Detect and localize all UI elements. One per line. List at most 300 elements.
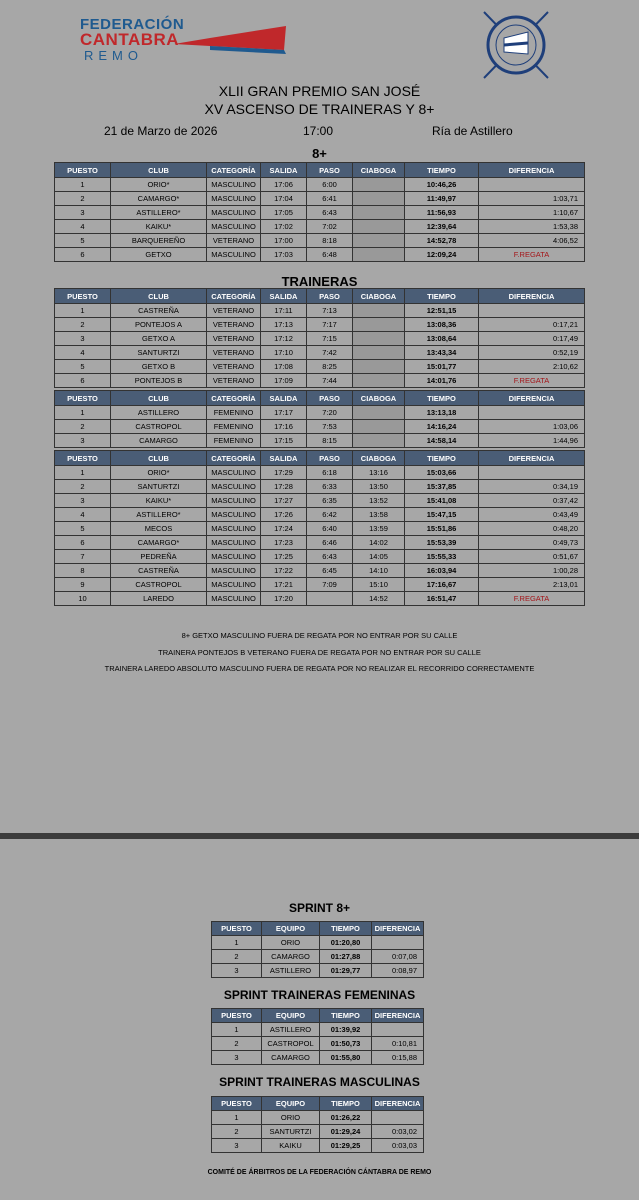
club-crest-icon — [476, 8, 556, 82]
column-header: EQUIPO — [262, 1097, 320, 1111]
table-row — [55, 494, 585, 508]
table-row — [55, 466, 585, 480]
table-cell: 6:46 — [307, 536, 353, 550]
table-cell: 17:29 — [261, 466, 307, 480]
referee-committee-footer: COMITÉ DE ÁRBITROS DE LA FEDERACIÓN CÁNTABRA DE REMO — [207, 1169, 432, 1176]
table-cell: 17:04 — [261, 192, 307, 206]
table-cell: 6 — [55, 374, 111, 388]
table-cell — [353, 304, 405, 318]
table-cell: 10 — [55, 592, 111, 606]
table-cell: 11:56,93 — [405, 206, 479, 220]
table-cell: 2 — [55, 318, 111, 332]
table-cell: MASCULINO — [207, 480, 261, 494]
table-cell: MASCULINO — [207, 192, 261, 206]
table-cell: 17:09 — [261, 374, 307, 388]
table-cell: 2 — [55, 192, 111, 206]
table-cell: MASCULINO — [207, 564, 261, 578]
table-row — [212, 950, 424, 964]
table-cell: 17:13 — [261, 318, 307, 332]
column-header: DIFERENCIA — [372, 1097, 424, 1111]
table-cell: 7:44 — [307, 374, 353, 388]
table-cell: BARQUEREÑO — [111, 234, 207, 248]
table-row — [55, 522, 585, 536]
table-cell: 14:01,76 — [405, 374, 479, 388]
table-cell: 11:49,97 — [405, 192, 479, 206]
table-cell: 17:05 — [261, 206, 307, 220]
column-header: DIFERENCIA — [479, 451, 585, 466]
table-cell: 17:11 — [261, 304, 307, 318]
table-cell: 0:34,19 — [479, 480, 585, 494]
table-cell: GETXO A — [111, 332, 207, 346]
results-table-veteranos — [54, 288, 585, 388]
table-cell: F.REGATA — [479, 592, 585, 606]
column-header: SALIDA — [261, 451, 307, 466]
table-header-row — [212, 922, 424, 936]
table-cell: 14:05 — [353, 550, 405, 564]
table-cell: 17:21 — [261, 578, 307, 592]
table-cell: 17:25 — [261, 550, 307, 564]
table-cell: 15:01,77 — [405, 360, 479, 374]
table-cell — [353, 360, 405, 374]
table-cell: CASTROPOL — [111, 420, 207, 434]
table-cell: ORIO* — [111, 178, 207, 192]
table-cell: 17:15 — [261, 434, 307, 448]
table-cell: 0:17,49 — [479, 332, 585, 346]
table-row — [55, 346, 585, 360]
table-row — [55, 332, 585, 346]
table-cell: 7:13 — [307, 304, 353, 318]
table-cell: 0:10,81 — [372, 1037, 424, 1051]
table-cell: SANTURTZI — [262, 1125, 320, 1139]
table-row — [55, 578, 585, 592]
sprint-table — [211, 921, 424, 978]
table-cell: 13:58 — [353, 508, 405, 522]
table-cell — [353, 192, 405, 206]
table-cell: F.REGATA — [479, 374, 585, 388]
table-cell: 3 — [212, 964, 262, 978]
table-cell: 8:25 — [307, 360, 353, 374]
results-table-femenino — [54, 390, 585, 448]
table-cell: 3 — [55, 332, 111, 346]
table-cell: 6:33 — [307, 480, 353, 494]
column-header: TIEMPO — [320, 1009, 372, 1023]
table-cell: 13:13,18 — [405, 406, 479, 420]
table-cell: 17:23 — [261, 536, 307, 550]
table-cell: MASCULINO — [207, 592, 261, 606]
table-cell: 15:51,86 — [405, 522, 479, 536]
table-cell: 10:46,26 — [405, 178, 479, 192]
table-cell: GETXO B — [111, 360, 207, 374]
table-cell: 4 — [55, 508, 111, 522]
table-row — [212, 1139, 424, 1153]
event-place: Ría de Astillero — [432, 124, 513, 138]
table-cell: 1 — [55, 466, 111, 480]
table-cell: 01:29,25 — [320, 1139, 372, 1153]
table-cell: VETERANO — [207, 360, 261, 374]
table-cell: 6:35 — [307, 494, 353, 508]
table-cell: VETERANO — [207, 332, 261, 346]
table-cell: 13:08,64 — [405, 332, 479, 346]
table-row — [55, 550, 585, 564]
table-cell: 0:17,21 — [479, 318, 585, 332]
table-cell: ASTILLERO* — [111, 206, 207, 220]
table-cell: 1 — [55, 406, 111, 420]
sprint-table — [211, 1096, 424, 1153]
table-cell: 6:18 — [307, 466, 353, 480]
table-cell: 13:43,34 — [405, 346, 479, 360]
table-cell: 13:59 — [353, 522, 405, 536]
table-cell: CASTREÑA — [111, 304, 207, 318]
table-cell: 17:28 — [261, 480, 307, 494]
table-cell: 6:43 — [307, 550, 353, 564]
table-cell: CAMARGO — [262, 1051, 320, 1065]
table-cell: 7:20 — [307, 406, 353, 420]
table-cell: 3 — [55, 206, 111, 220]
table-cell: 17:02 — [261, 220, 307, 234]
column-header: PUESTO — [212, 1097, 262, 1111]
table-cell: ASTILLERO — [262, 1023, 320, 1037]
disqualification-notes — [0, 628, 639, 678]
table-cell: 4 — [55, 346, 111, 360]
table-cell — [353, 332, 405, 346]
table-cell: 7 — [55, 550, 111, 564]
column-header: CATEGORÍA — [207, 391, 261, 406]
table-row — [55, 374, 585, 388]
table-cell: ORIO — [262, 1111, 320, 1125]
table-row — [55, 192, 585, 206]
table-cell: CASTROPOL — [111, 578, 207, 592]
table-cell: 01:20,80 — [320, 936, 372, 950]
table-cell: VETERANO — [207, 374, 261, 388]
table-cell — [479, 304, 585, 318]
table-row — [212, 1111, 424, 1125]
table-cell: 0:49,73 — [479, 536, 585, 550]
table-cell: 2 — [55, 480, 111, 494]
table-cell: 13:16 — [353, 466, 405, 480]
column-header: DIFERENCIA — [372, 1009, 424, 1023]
table-cell: KAIKU — [262, 1139, 320, 1153]
column-header: CATEGORÍA — [207, 451, 261, 466]
table-cell: 13:52 — [353, 494, 405, 508]
note-line: TRAINERA PONTEJOS B VETERANO FUERA DE REGATA POR NO ENTRAR POR SU CALLE — [158, 647, 481, 657]
table-cell: MASCULINO — [207, 508, 261, 522]
table-cell: 4:06,52 — [479, 234, 585, 248]
table-cell: 1 — [212, 1023, 262, 1037]
table-cell: 14:58,14 — [405, 434, 479, 448]
column-header: TIEMPO — [405, 163, 479, 178]
table-row — [55, 248, 585, 262]
table-cell: 14:52 — [353, 592, 405, 606]
table-cell: GETXO — [111, 248, 207, 262]
table-cell: 7:09 — [307, 578, 353, 592]
table-cell: 0:43,49 — [479, 508, 585, 522]
table-cell — [353, 434, 405, 448]
table-cell — [353, 248, 405, 262]
table-cell: MASCULINO — [207, 550, 261, 564]
table-cell: 17:10 — [261, 346, 307, 360]
federation-logo — [78, 16, 298, 64]
table-cell: VETERANO — [207, 234, 261, 248]
table-cell: 0:03,03 — [372, 1139, 424, 1153]
table-cell: 01:26,22 — [320, 1111, 372, 1125]
table-cell — [353, 406, 405, 420]
table-row — [55, 234, 585, 248]
column-header: CLUB — [111, 451, 207, 466]
event-date: 21 de Marzo de 2026 — [104, 124, 218, 138]
table-row — [212, 1037, 424, 1051]
table-row — [55, 304, 585, 318]
table-cell — [353, 318, 405, 332]
oar-icon — [174, 24, 290, 54]
table-cell: PONTEJOS A — [111, 318, 207, 332]
table-cell: 2:10,62 — [479, 360, 585, 374]
column-header: TIEMPO — [320, 1097, 372, 1111]
logo-line-federacion: FEDERACIÓN — [80, 16, 185, 33]
table-cell: 17:20 — [261, 592, 307, 606]
table-cell: 15:53,39 — [405, 536, 479, 550]
column-header: PUESTO — [55, 163, 111, 178]
table-cell: 7:53 — [307, 420, 353, 434]
column-header: SALIDA — [261, 289, 307, 304]
table-cell: ASTILLERO — [111, 406, 207, 420]
table-cell: 1 — [212, 1111, 262, 1125]
table-cell: 6:45 — [307, 564, 353, 578]
table-header-row — [55, 391, 585, 406]
table-cell: 17:26 — [261, 508, 307, 522]
table-header-row — [212, 1009, 424, 1023]
table-cell: 01:29,24 — [320, 1125, 372, 1139]
table-cell: 1:03,06 — [479, 420, 585, 434]
table-row — [55, 360, 585, 374]
table-cell: 5 — [55, 234, 111, 248]
table-row — [55, 592, 585, 606]
column-header: CLUB — [111, 163, 207, 178]
table-cell: 0:07,08 — [372, 950, 424, 964]
table-cell: MASCULINO — [207, 178, 261, 192]
table-cell: 15:47,15 — [405, 508, 479, 522]
table-cell: 7:17 — [307, 318, 353, 332]
note-line: 8+ GETXO MASCULINO FUERA DE REGATA POR NO ENTRAR POR SU CALLE — [181, 631, 458, 640]
table-cell: MASCULINO — [207, 220, 261, 234]
table-cell: 0:15,88 — [372, 1051, 424, 1065]
table-cell: ASTILLERO* — [111, 508, 207, 522]
table-cell: 17:00 — [261, 234, 307, 248]
table-cell: 2 — [212, 950, 262, 964]
table-cell: 0:48,20 — [479, 522, 585, 536]
table-header-row — [212, 1097, 424, 1111]
table-cell: KAIKU* — [111, 220, 207, 234]
table-cell: 17:03 — [261, 248, 307, 262]
table-cell: 6:41 — [307, 192, 353, 206]
table-cell: 16:51,47 — [405, 592, 479, 606]
table-cell: 6:43 — [307, 206, 353, 220]
table-cell: PEDREÑA — [111, 550, 207, 564]
table-row — [55, 220, 585, 234]
column-header: PASO — [307, 163, 353, 178]
column-header: EQUIPO — [262, 922, 320, 936]
table-row — [55, 178, 585, 192]
table-cell: 15:37,85 — [405, 480, 479, 494]
table-cell: 15:03,66 — [405, 466, 479, 480]
table-cell: 17:16 — [261, 420, 307, 434]
table-cell: FEMENINO — [207, 420, 261, 434]
table-cell: 0:52,19 — [479, 346, 585, 360]
table-header-row — [55, 289, 585, 304]
table-cell: 0:03,02 — [372, 1125, 424, 1139]
table-cell: 01:29,77 — [320, 964, 372, 978]
table-cell — [353, 234, 405, 248]
note-line: TRAINERA LAREDO ABSOLUTO MASCULINO FUERA DE REGATA POR NO REALIZAR EL RECORRIDO CORRECTAMENTE — [104, 664, 535, 673]
table-cell: LAREDO — [111, 592, 207, 606]
table-cell: ORIO — [262, 936, 320, 950]
table-cell: MASCULINO — [207, 522, 261, 536]
table-cell — [353, 178, 405, 192]
table-cell: 17:17 — [261, 406, 307, 420]
table-cell: 3 — [212, 1051, 262, 1065]
table-cell: MASCULINO — [207, 578, 261, 592]
table-row — [212, 964, 424, 978]
table-cell — [353, 346, 405, 360]
column-header: DIFERENCIA — [479, 289, 585, 304]
table-cell: 1:44,96 — [479, 434, 585, 448]
table-cell: 7:15 — [307, 332, 353, 346]
table-cell: CASTREÑA — [111, 564, 207, 578]
table-cell: 4 — [55, 220, 111, 234]
table-row — [55, 480, 585, 494]
table-cell: 6:42 — [307, 508, 353, 522]
logo-line-cantabra: CANTABRA — [80, 30, 180, 49]
table-cell: 01:27,88 — [320, 950, 372, 964]
column-header: EQUIPO — [262, 1009, 320, 1023]
table-cell: MASCULINO — [207, 494, 261, 508]
table-cell: 14:02 — [353, 536, 405, 550]
table-row — [212, 936, 424, 950]
table-cell: 1:03,71 — [479, 192, 585, 206]
table-cell: CAMARGO* — [111, 192, 207, 206]
table-cell: MASCULINO — [207, 206, 261, 220]
table-cell: 5 — [55, 522, 111, 536]
table-cell: 2 — [55, 420, 111, 434]
table-cell — [353, 206, 405, 220]
table-cell: 15:55,33 — [405, 550, 479, 564]
table-row — [55, 406, 585, 420]
table-cell: 8 — [55, 564, 111, 578]
table-cell: 13:08,36 — [405, 318, 479, 332]
table-row — [55, 318, 585, 332]
table-cell: 1 — [212, 936, 262, 950]
table-row — [55, 508, 585, 522]
table-header-row — [55, 163, 585, 178]
table-cell: 13:50 — [353, 480, 405, 494]
sprint-title: SPRINT TRAINERAS FEMENINAS — [223, 988, 416, 1002]
table-cell — [479, 178, 585, 192]
table-cell: 17:27 — [261, 494, 307, 508]
column-header: DIFERENCIA — [479, 163, 585, 178]
column-header: PUESTO — [55, 451, 111, 466]
column-header: CLUB — [111, 391, 207, 406]
table-cell: 1 — [55, 178, 111, 192]
column-header: TIEMPO — [320, 922, 372, 936]
table-cell: 14:10 — [353, 564, 405, 578]
event-subtitle: XV ASCENSO DE TRAINERAS Y 8+ — [204, 101, 435, 117]
table-cell: 2 — [212, 1125, 262, 1139]
sprint-table — [211, 1008, 424, 1065]
table-cell: 12:51,15 — [405, 304, 479, 318]
table-cell: 0:08,97 — [372, 964, 424, 978]
table-cell: 8:15 — [307, 434, 353, 448]
column-header: SALIDA — [261, 391, 307, 406]
table-cell: MECOS — [111, 522, 207, 536]
table-row — [212, 1051, 424, 1065]
table-cell: 17:06 — [261, 178, 307, 192]
table-cell: 01:50,73 — [320, 1037, 372, 1051]
table-cell: 1:10,67 — [479, 206, 585, 220]
results-table-ochos — [54, 162, 585, 262]
column-header: CIABOGA — [353, 163, 405, 178]
column-header: DIFERENCIA — [372, 922, 424, 936]
table-cell: 2 — [212, 1037, 262, 1051]
table-cell: 6:40 — [307, 522, 353, 536]
table-cell: 9 — [55, 578, 111, 592]
table-cell: CAMARGO — [262, 950, 320, 964]
sprint-title: SPRINT 8+ — [288, 901, 351, 915]
table-cell: 2:13,01 — [479, 578, 585, 592]
table-cell: CAMARGO — [111, 434, 207, 448]
table-cell: CASTROPOL — [262, 1037, 320, 1051]
table-row — [55, 206, 585, 220]
table-header-row — [55, 451, 585, 466]
column-header: CIABOGA — [353, 391, 405, 406]
table-cell: VETERANO — [207, 304, 261, 318]
table-cell: 8:18 — [307, 234, 353, 248]
table-cell: 17:08 — [261, 360, 307, 374]
table-cell: CAMARGO* — [111, 536, 207, 550]
table-cell: VETERANO — [207, 346, 261, 360]
table-cell: MASCULINO — [207, 536, 261, 550]
table-cell: 6:48 — [307, 248, 353, 262]
table-cell: 15:41,08 — [405, 494, 479, 508]
table-cell: SANTURTZI — [111, 480, 207, 494]
results-table-masculino — [54, 450, 585, 606]
column-header: CIABOGA — [353, 451, 405, 466]
table-cell: 01:55,80 — [320, 1051, 372, 1065]
column-header: PUESTO — [212, 1009, 262, 1023]
table-cell: 5 — [55, 360, 111, 374]
column-header: PUESTO — [55, 289, 111, 304]
table-row — [55, 420, 585, 434]
table-cell: 1:00,28 — [479, 564, 585, 578]
table-row — [55, 536, 585, 550]
table-cell: 6:00 — [307, 178, 353, 192]
table-row — [212, 1125, 424, 1139]
table-cell: ASTILLERO — [262, 964, 320, 978]
table-cell: FEMENINO — [207, 434, 261, 448]
table-cell — [372, 1023, 424, 1037]
column-header: PASO — [307, 451, 353, 466]
table-cell: 1:53,38 — [479, 220, 585, 234]
table-cell — [479, 466, 585, 480]
table-cell: MASCULINO — [207, 466, 261, 480]
column-header: PASO — [307, 289, 353, 304]
table-cell — [353, 220, 405, 234]
table-row — [212, 1023, 424, 1037]
table-cell: 17:24 — [261, 522, 307, 536]
column-header: SALIDA — [261, 163, 307, 178]
table-cell: VETERANO — [207, 318, 261, 332]
table-cell — [353, 420, 405, 434]
column-header: TIEMPO — [405, 289, 479, 304]
table-cell: 0:37,42 — [479, 494, 585, 508]
